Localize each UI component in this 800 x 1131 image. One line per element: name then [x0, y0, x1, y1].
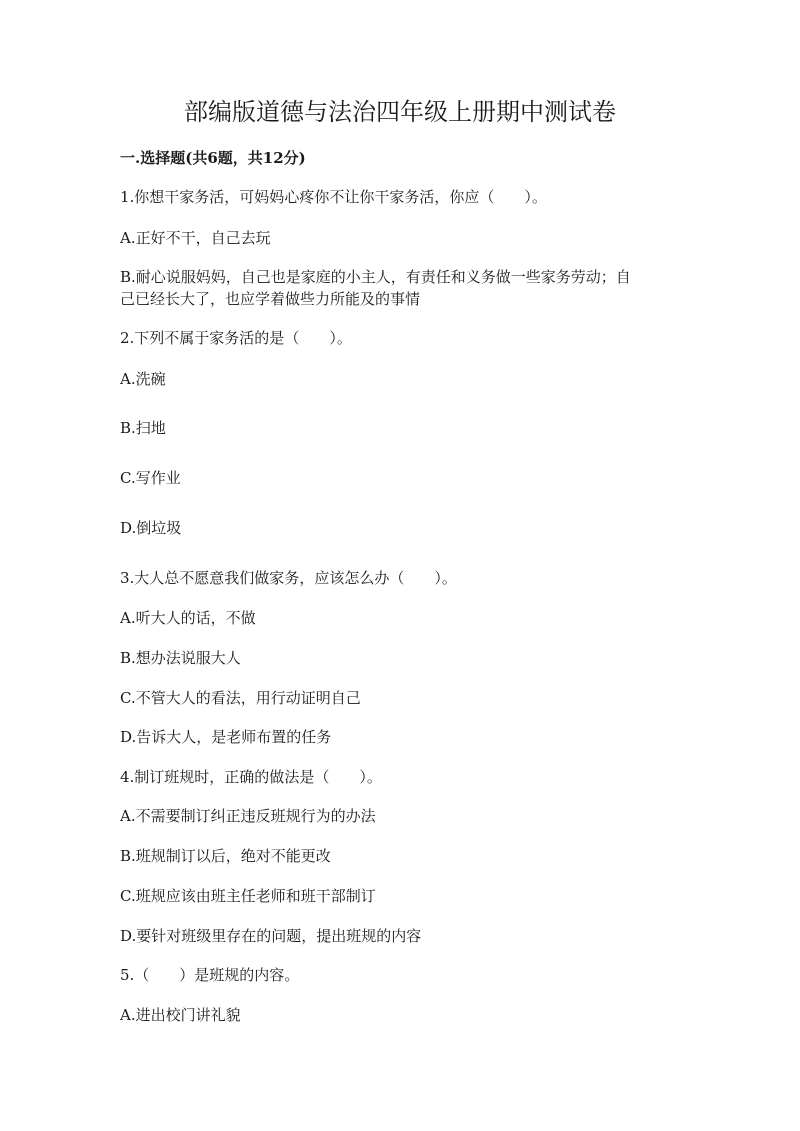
q2-option-a: A.洗碗: [120, 370, 166, 388]
q3-option-a: A.听大人的话，不做: [120, 609, 256, 627]
question-1: 1.你想干家务活，可妈妈心疼你不让你干家务活，你应（ ）。: [120, 188, 547, 206]
q4-option-b: B.班规制订以后，绝对不能更改: [120, 847, 331, 865]
q1-option-a: A.正好不干，自己去玩: [120, 229, 271, 247]
q2-option-d: D.倒垃圾: [120, 519, 182, 537]
q3-option-d: D.告诉大人，是老师布置的任务: [120, 728, 332, 746]
section-heading: 一.选择题(共6题，共12分): [120, 149, 306, 167]
q4-option-d: D.要针对班级里存在的问题，提出班规的内容: [120, 927, 422, 945]
q4-option-c: C.班规应该由班主任老师和班干部制订: [120, 887, 376, 905]
q1-option-b-line1: B.耐心说服妈妈，自己也是家庭的小主人，有责任和义务做一些家务劳动；自: [120, 268, 631, 286]
q3-option-b: B.想办法说服大人: [120, 649, 241, 667]
question-3: 3.大人总不愿意我们做家务，应该怎么办（ ）。: [120, 569, 457, 587]
q2-option-c: C.写作业: [120, 469, 181, 487]
question-5: 5.（ ）是班规的内容。: [120, 966, 300, 984]
question-4: 4.制订班规时，正确的做法是（ ）。: [120, 768, 382, 786]
q4-option-a: A.不需要制订纠正违反班规行为的办法: [120, 807, 376, 825]
q5-option-a: A.进出校门讲礼貌: [120, 1006, 241, 1024]
exam-title: 部编版道德与法治四年级上册期中测试卷: [184, 98, 616, 126]
q1-option-b-line2: 己已经长大了，也应学着做些力所能及的事情: [120, 290, 421, 308]
q2-option-b: B.扫地: [120, 419, 166, 437]
question-2: 2.下列不属于家务活的是（ ）。: [120, 329, 352, 347]
q3-option-c: C.不管大人的看法，用行动证明自己: [120, 689, 361, 707]
